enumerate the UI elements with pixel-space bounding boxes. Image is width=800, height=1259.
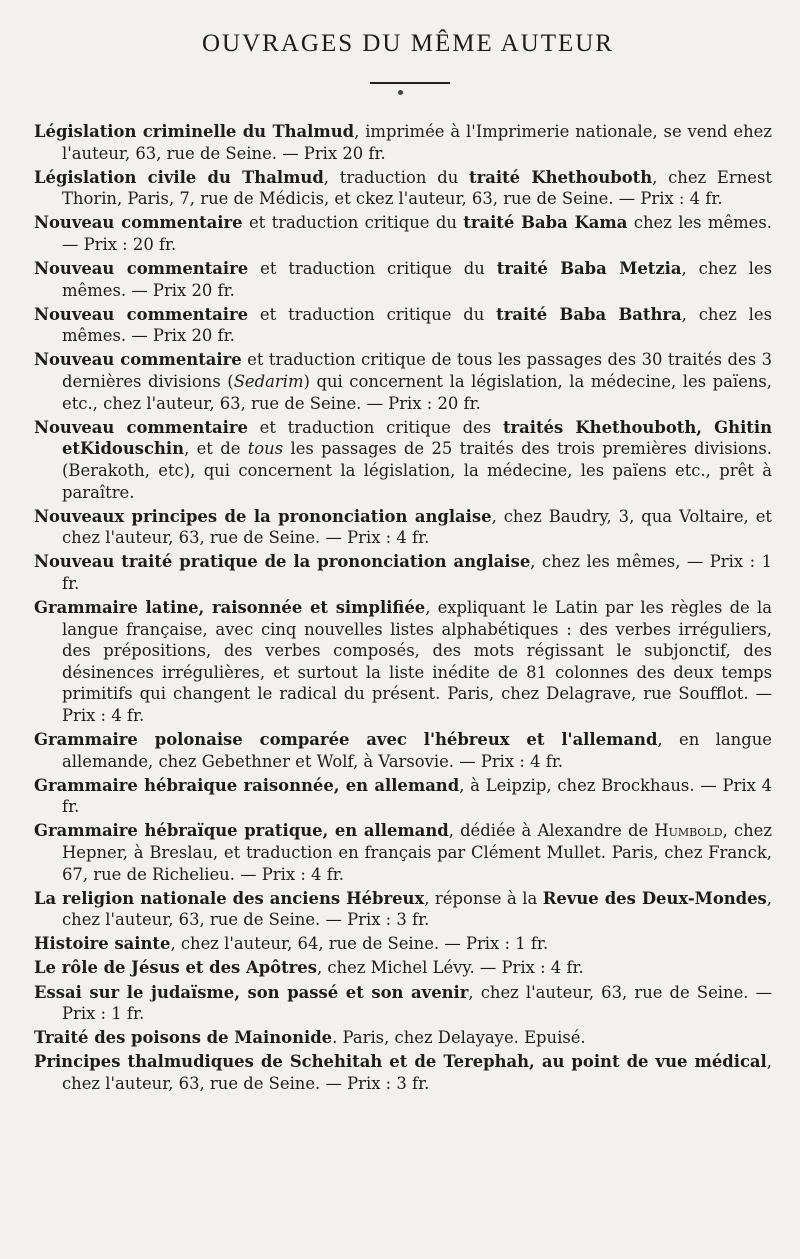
work-title: Nouveau commentaire [34, 417, 248, 437]
list-item [34, 957, 772, 979]
work-details: et traduction critique des [247, 417, 503, 437]
work-details: et traduction critique du [248, 304, 497, 324]
work-details: , chez les mêmes. — Prix 20 fr. [62, 259, 773, 300]
work-italic-term: Sedarim [233, 372, 304, 392]
work-subtitle: traité Baba Kama [463, 213, 628, 233]
list-item [34, 933, 772, 955]
work-details: chez les mêmes. — Prix : 20 fr. [62, 213, 773, 254]
list-item [34, 1051, 772, 1094]
work-details: , à Leipzip, chez Brockhaus. — Prix 4 fr. [62, 775, 772, 817]
work-title: Nouveau commentaire [34, 350, 242, 370]
work-details: et traduction critique de tous les passages des 30 traités des 3 dernières divisions ( [62, 350, 773, 392]
work-title: Histoire sainte [34, 934, 171, 954]
work-title: La religion nationale des anciens Hébreux [34, 888, 425, 908]
work-details: , chez Ernest Thorin, Paris, 7, rue de Médicis, et ckez l'auteur, 63, rue de Seine. — Prix : 4 fr. [62, 167, 772, 209]
work-title: Législation criminelle du Thalmud [34, 122, 355, 141]
work-subtitle: traité Baba Bathra [496, 304, 682, 324]
list-item [34, 597, 772, 727]
title-rule [370, 82, 450, 84]
work-details: et traduction critique du [242, 213, 464, 233]
works-list [34, 121, 772, 1095]
list-item [34, 551, 772, 594]
list-item [34, 982, 772, 1025]
list-item [34, 258, 772, 301]
work-title: Nouveau traité pratique de la prononciation anglaise [34, 552, 531, 572]
work-details: , et de [184, 439, 248, 459]
work-title: Grammaire polonaise comparée avec l'hébreux et l'allemand [34, 730, 658, 750]
page-title: OUVRAGES DU MÊME AUTEUR [202, 30, 614, 57]
work-details: , chez Baudry, 3, qua Voltaire, et chez l'auteur, 63, rue de Seine. — Prix : 4 fr. [62, 506, 772, 548]
work-subtitle: Revue des Deux-Mondes [542, 888, 767, 908]
work-title: Le rôle de Jésus et des Apôtres [34, 958, 317, 978]
rule-ornament [398, 90, 403, 95]
person-name: Humbold [654, 821, 723, 841]
list-item [34, 167, 772, 210]
list-item [34, 212, 772, 255]
work-italic-term: tous [247, 439, 284, 459]
list-item [34, 349, 772, 414]
work-details: , imprimée à l'Imprimerie nationale, se vend ehez l'auteur, 63, rue de Seine. — Prix 20 fr. [62, 122, 772, 163]
work-title: Nouveaux principes de la prononciation anglaise [34, 506, 492, 526]
work-title: Grammaire hébraïque pratique, en allemand [34, 821, 449, 841]
work-title: Traité des poisons de Mainonide [34, 1028, 333, 1048]
work-details: , chez Michel Lévy. — Prix : 4 fr. [316, 958, 584, 978]
work-title: Nouveau commentaire [34, 304, 249, 324]
work-details: , chez l'auteur, 63, rue de Seine. — Prix : 3 fr. [62, 1052, 772, 1093]
work-details: les passages de 25 traités des trois premières divisions. (Berakoth, etc), qui concernent la législation, la médecine, les païens etc., prêt à paraître. [62, 439, 772, 502]
work-details: , dédiée à Alexandre de [448, 821, 655, 841]
work-subtitle: traité Baba Metzia [496, 259, 682, 279]
list-item [34, 775, 772, 818]
list-item [34, 121, 772, 164]
work-details: , chez l'auteur, 64, rue de Seine. — Prix : 1 fr. [170, 934, 549, 954]
work-title: Nouveau commentaire [34, 213, 243, 233]
work-title: Grammaire hébraique raisonnée, en allemand [34, 775, 460, 795]
work-details: , traduction du [323, 167, 470, 187]
work-subtitle: traité Khethouboth [469, 167, 653, 187]
list-item [34, 729, 772, 772]
work-details: , réponse à la [424, 888, 543, 908]
work-title: Législation civile du Thalmud [34, 167, 324, 187]
work-title: Essai sur le judaïsme, son passé et son avenir [34, 982, 469, 1002]
list-item [34, 1027, 772, 1049]
work-details: , en langue allemande, chez Gebethner et Wolf, à Varsovie. — Prix : 4 fr. [62, 730, 772, 771]
work-title: Grammaire latine, raisonnée et simplifiée [34, 597, 426, 617]
work-details: , chez l'auteur, 63, rue de Seine. — Prix : 1 fr. [62, 982, 772, 1024]
list-item [34, 820, 772, 885]
list-item [34, 888, 772, 931]
work-details: . Paris, chez Delayaye. Epuisé. [332, 1028, 586, 1048]
list-item [34, 417, 772, 503]
work-title: Principes thalmudiques de Schehitah et de Terephah, au point de vue médical [34, 1052, 767, 1072]
list-item [34, 304, 772, 347]
work-title: Nouveau commentaire [34, 259, 249, 279]
work-details: , expliquant le Latin par les règles de la langue française, avec cinq nouvelles listes alphabétiques : des verbes irréguliers, des prépositions, des verbes composés, des mots régissant le subjonctif, des désinences irrégulières, et surtout la liste inédite de 81 colonnes des deux temps primitifs qui changent le radical du présent. Paris, chez Delagrave, rue Soufflot. — Prix : 4 fr. [62, 597, 772, 725]
work-details: et traduction critique du [248, 259, 497, 279]
work-details: , chez les mêmes, — Prix : 1 fr. [62, 552, 772, 593]
list-item [34, 506, 772, 549]
work-subtitle: traités Khethouboth, Ghitin etKidouschin [62, 417, 773, 459]
work-details: , chez les mêmes. — Prix 20 fr. [62, 304, 772, 346]
work-details: , chez Hepner, à Breslau, et traduction en français par Clément Mullet. Paris, chez Franck, 67, rue de Richelieu. — Prix : 4 fr. [62, 821, 773, 884]
work-details: , chez l'auteur, 63, rue de Seine. — Prix : 3 fr. [62, 888, 773, 930]
work-details: ) qui concernent la législation, la médecine, les païens, etc., chez l'auteur, 63, rue de Seine. — Prix : 20 fr. [62, 372, 772, 413]
